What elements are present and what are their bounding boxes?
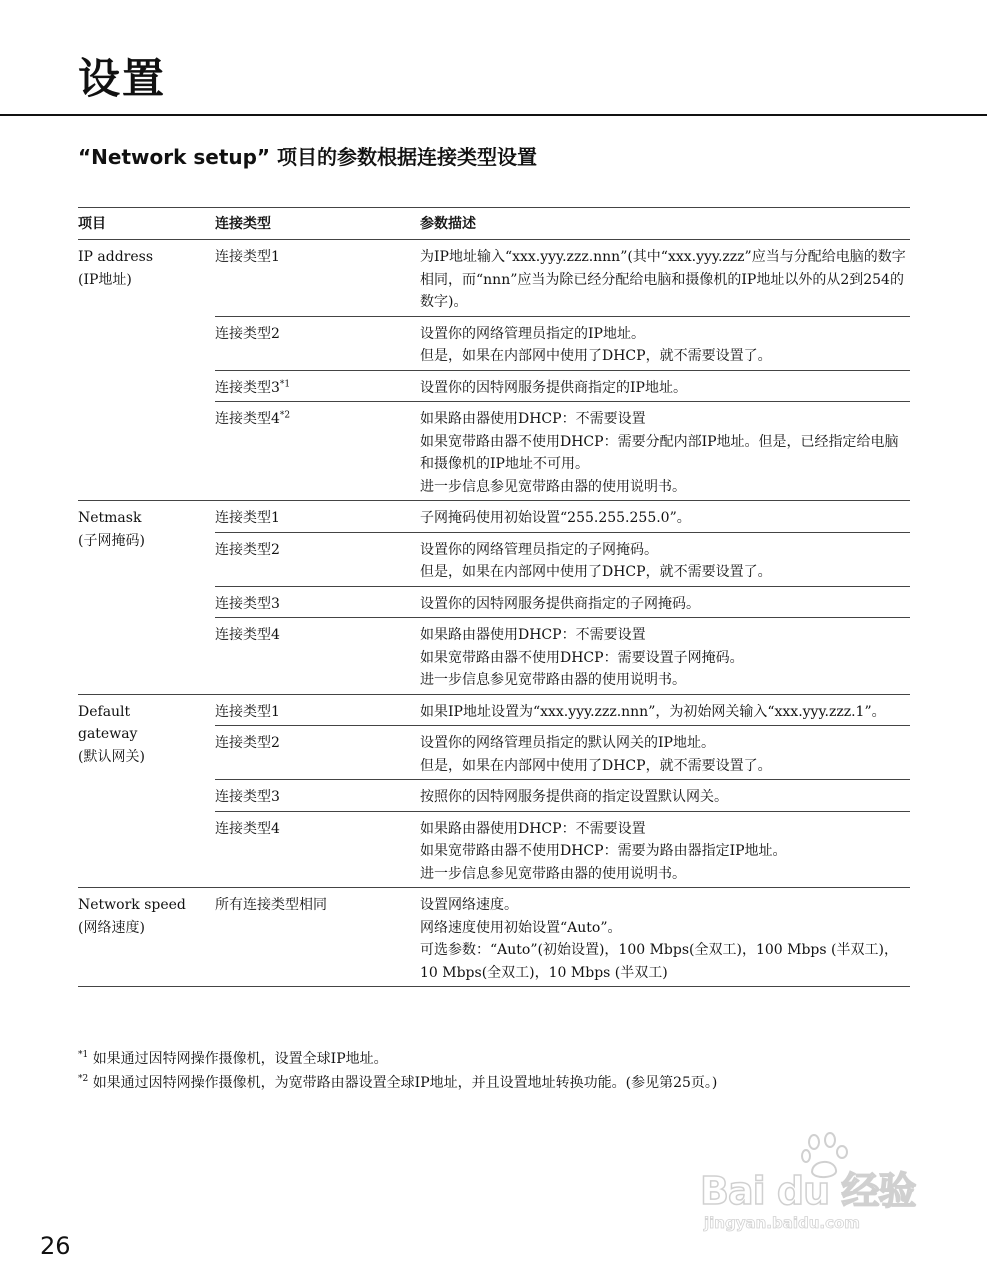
description-line: 但是，如果在内部网中使用了DHCP，就不需要设置了。 xyxy=(420,757,772,774)
footnote-text: 如果通过因特网操作摄像机，为宽带路由器设置全球IP地址，并且设置地址转换功能。(参见第25页。) xyxy=(92,1075,718,1091)
description-line: 设置你的网络管理员指定的子网掩码。 xyxy=(420,541,658,558)
description-line: 如果宽带路由器不使用DHCP：需要分配内部IP地址。但是，已经指定给电脑和摄像机的IP地址不可用。 xyxy=(420,433,899,472)
description-cell xyxy=(420,726,910,780)
description-cell xyxy=(420,501,910,533)
connection-type-cell xyxy=(215,780,420,812)
item-label-line: Netmask xyxy=(78,510,142,526)
description-line: 但是，如果在内部网中使用了DHCP，就不需要设置了。 xyxy=(420,348,772,364)
table-row xyxy=(78,501,910,533)
description-line: 子网掩码使用初始设置“255.255.255.0”。 xyxy=(420,510,691,526)
footnotes xyxy=(78,1047,958,1095)
item-cell xyxy=(78,694,215,888)
table-row xyxy=(78,240,910,317)
footnote-text: 如果通过因特网操作摄像机，设置全球IP地址。 xyxy=(92,1051,388,1067)
header-item: 项目 xyxy=(78,208,215,240)
connection-type-cell xyxy=(215,694,420,726)
item-label-line: Default xyxy=(78,703,131,720)
item-label-line: Network speed xyxy=(78,897,186,913)
description-line: 设置你的因特网服务提供商指定的子网掩码。 xyxy=(420,595,700,612)
table-header-row xyxy=(78,208,910,240)
item-label-line: (子网掩码) xyxy=(78,532,145,549)
watermark-logo-text: Bai du 经验 xyxy=(700,1169,916,1213)
description-cell xyxy=(420,402,910,501)
item-cell xyxy=(78,240,215,501)
table-row xyxy=(78,694,910,726)
footnote-reference: *1 xyxy=(279,378,291,389)
item-cell xyxy=(78,501,215,695)
baidu-jingyan-watermark xyxy=(700,1130,940,1240)
connection-type-cell xyxy=(215,532,420,586)
connection-type-label: 连接类型1 xyxy=(215,249,280,265)
section-heading: “Network setup” 项目的参数根据连接类型设置 xyxy=(78,145,538,169)
description-cell xyxy=(420,618,910,695)
description-line: 按照你的因特网服务提供商的指定设置默认网关。 xyxy=(420,789,728,805)
description-line: 进一步信息参见宽带路由器的使用说明书。 xyxy=(420,865,686,882)
connection-type-label: 连接类型4 xyxy=(215,627,280,643)
parameter-table xyxy=(78,207,910,987)
description-cell xyxy=(420,532,910,586)
connection-type-cell xyxy=(215,726,420,780)
description-line: 设置你的因特网服务提供商指定的IP地址。 xyxy=(420,379,687,396)
parameter-table-container xyxy=(78,207,910,987)
connection-type-label: 连接类型4 xyxy=(215,820,280,837)
header-description: 参数描述 xyxy=(420,208,910,240)
footnote-mark: *2 xyxy=(78,1074,89,1084)
item-label-line: IP address xyxy=(78,249,154,265)
connection-type-cell xyxy=(215,316,420,370)
watermark-url: jingyan.baidu.com xyxy=(704,1214,860,1232)
description-cell xyxy=(420,586,910,618)
description-line: 设置你的网络管理员指定的IP地址。 xyxy=(420,325,645,342)
connection-type-label: 连接类型4 xyxy=(215,411,280,427)
item-cell xyxy=(78,888,215,987)
item-label-line: (IP地址) xyxy=(78,271,132,288)
table-body xyxy=(78,240,910,987)
page-title: 设置 xyxy=(78,54,167,103)
description-line: 可选参数：“Auto”(初始设置)，100 Mbps(全双工)，100 Mbps (半双工)，10 Mbps(全双工)，10 Mbps (半双工) xyxy=(420,942,898,981)
description-line: 进一步信息参见宽带路由器的使用说明书。 xyxy=(420,478,686,495)
description-line: 如果宽带路由器不使用DHCP：需要为路由器指定IP地址。 xyxy=(420,843,787,859)
footnote-mark: *1 xyxy=(78,1050,89,1060)
connection-type-label: 连接类型3 xyxy=(215,595,280,612)
description-cell xyxy=(420,694,910,726)
description-cell xyxy=(420,240,910,317)
connection-type-cell xyxy=(215,402,420,501)
description-line: 设置你的网络管理员指定的默认网关的IP地址。 xyxy=(420,735,715,751)
description-line: 为IP地址输入“xxx.yyy.zzz.nnn”(其中“xxx.yyy.zzz”应当与分配给电脑的数字相同，而“nnn”应当为除已经分配给电脑和摄像机的IP地址以外的从2到254的数字)。 xyxy=(420,249,906,310)
connection-type-cell xyxy=(215,811,420,888)
connection-type-label: 连接类型2 xyxy=(215,325,280,342)
connection-type-cell xyxy=(215,501,420,533)
description-line: 如果路由器使用DHCP：不需要设置 xyxy=(420,627,646,643)
footnote-1 xyxy=(78,1047,958,1071)
item-label-line: (网络速度) xyxy=(78,919,145,936)
connection-type-label: 连接类型3 xyxy=(215,379,280,396)
connection-type-cell xyxy=(215,888,420,987)
connection-type-label: 所有连接类型相同 xyxy=(215,897,327,913)
connection-type-label: 连接类型1 xyxy=(215,510,280,526)
connection-type-cell xyxy=(215,618,420,695)
description-cell xyxy=(420,780,910,812)
page-number: 26 xyxy=(40,1232,71,1260)
title-rule xyxy=(0,114,987,116)
footnote-reference: *2 xyxy=(279,410,291,421)
item-label-line: gateway xyxy=(78,726,138,742)
connection-type-label: 连接类型2 xyxy=(215,541,280,558)
description-cell xyxy=(420,888,910,987)
description-line: 如果IP地址设置为“xxx.yyy.zzz.nnn”，为初始网关输入“xxx.yyy.zzz.1”。 xyxy=(420,703,886,720)
description-line: 如果宽带路由器不使用DHCP：需要设置子网掩码。 xyxy=(420,649,744,666)
description-line: 如果路由器使用DHCP：不需要设置 xyxy=(420,820,646,837)
table-row xyxy=(78,888,910,987)
header-connection-type: 连接类型 xyxy=(215,208,420,240)
description-line: 但是，如果在内部网中使用了DHCP，就不需要设置了。 xyxy=(420,564,772,580)
description-cell xyxy=(420,811,910,888)
description-line: 如果路由器使用DHCP：不需要设置 xyxy=(420,411,646,427)
description-cell xyxy=(420,370,910,402)
connection-type-cell xyxy=(215,370,420,402)
description-cell xyxy=(420,316,910,370)
connection-type-label: 连接类型3 xyxy=(215,789,280,805)
description-line: 进一步信息参见宽带路由器的使用说明书。 xyxy=(420,672,686,688)
connection-type-cell xyxy=(215,240,420,317)
description-line: 网络速度使用初始设置“Auto”。 xyxy=(420,919,622,936)
item-label-line: (默认网关) xyxy=(78,748,145,765)
description-line: 设置网络速度。 xyxy=(420,897,518,913)
connection-type-label: 连接类型1 xyxy=(215,703,280,720)
footnote-2 xyxy=(78,1071,958,1095)
connection-type-cell xyxy=(215,586,420,618)
connection-type-label: 连接类型2 xyxy=(215,735,280,751)
